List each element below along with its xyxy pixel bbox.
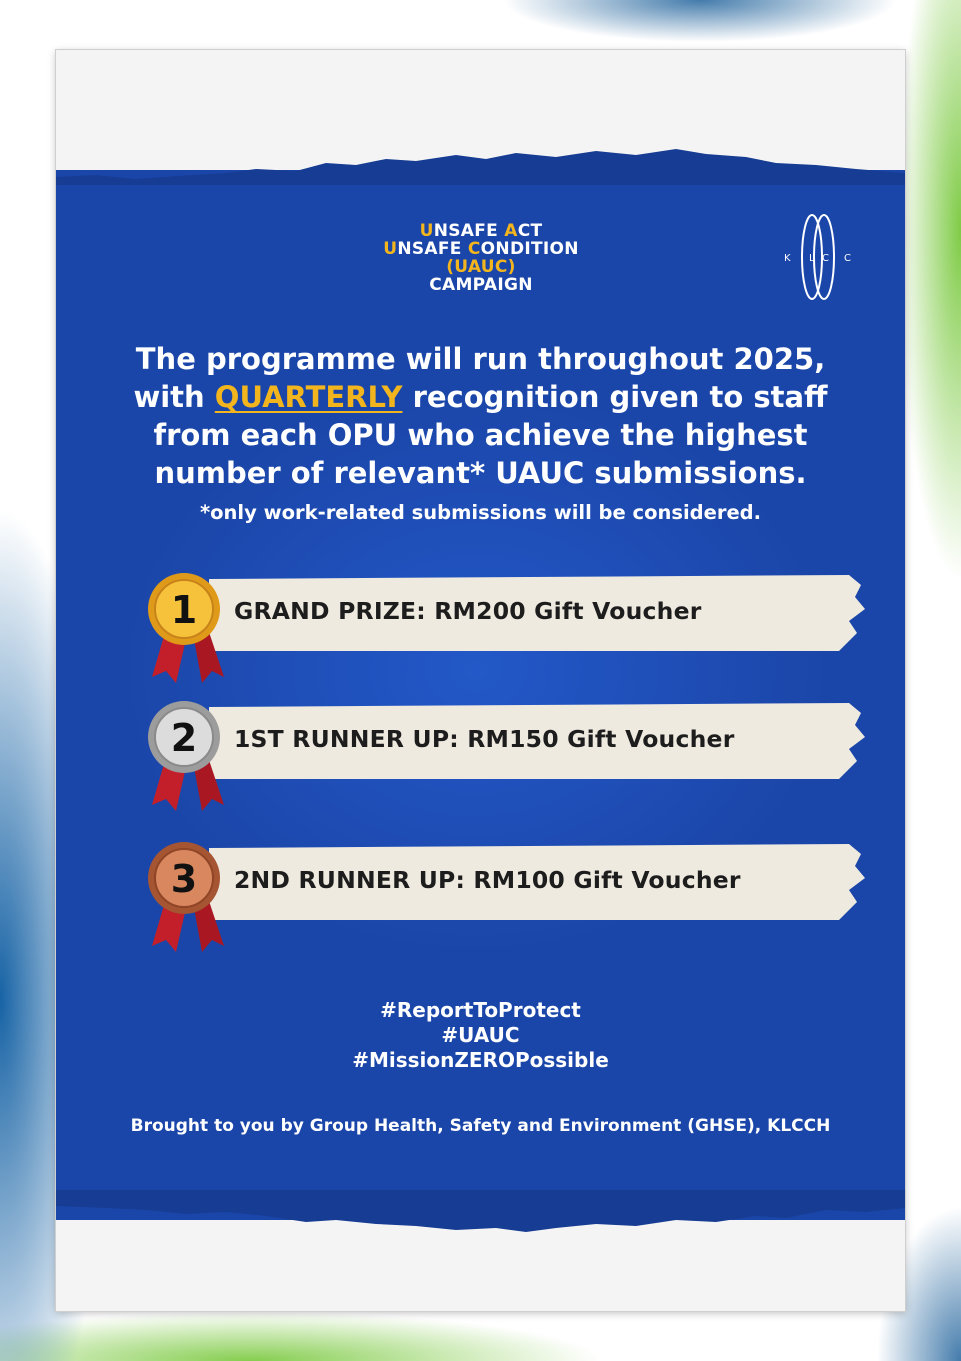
programme-message: [96, 340, 865, 492]
title-word-condition: ONDITION: [480, 239, 579, 259]
message-line-3: from each OPU who achieve the highest: [153, 418, 808, 452]
quarterly-highlight: QUARTERLY: [214, 380, 403, 414]
message-line-4: number of relevant* UAUC submissions.: [154, 456, 807, 490]
logo-letter-k: K: [784, 253, 791, 264]
prize-label-first-runner-up: 1ST RUNNER UP: RM150 Gift Voucher: [234, 725, 735, 753]
prize-grand: [144, 575, 804, 695]
medal-rank-2: 2: [170, 716, 198, 760]
torn-edge-bottom: [56, 1190, 905, 1240]
title-word-unsafe2: NSAFE: [397, 239, 468, 259]
title-word-unsafe: NSAFE: [433, 221, 505, 241]
credit-line: Brought to you by Group Health, Safety and Environment (GHSE), KLCCH: [130, 1116, 831, 1136]
poster: [56, 50, 905, 1311]
prize-second-runner-up: [144, 844, 804, 964]
title-word-act: CT: [517, 221, 543, 241]
campaign-title: [356, 222, 606, 294]
prize-label-grand: GRAND PRIZE: RM200 Gift Voucher: [234, 597, 702, 625]
torn-edge-top: [56, 145, 905, 185]
title-initial-a: A: [504, 221, 518, 241]
logo-letter-c2: C: [844, 253, 851, 264]
title-initial-c: C: [467, 239, 481, 259]
hashtags: [256, 998, 705, 1073]
title-initial-u: U: [419, 221, 434, 241]
message-line-1: The programme will run throughout 2025,: [135, 342, 826, 376]
eligibility-note: *only work-related submissions will be considered.: [199, 501, 762, 524]
hashtag-uauc: #UAUC: [441, 1023, 520, 1047]
bronze-medal-icon: [144, 838, 234, 958]
medal-rank-1: 1: [170, 588, 198, 632]
message-line-2-end: recognition given to staff: [402, 380, 828, 414]
prize-label-second-runner-up: 2ND RUNNER UP: RM100 Gift Voucher: [234, 866, 741, 894]
logo-letter-c1: C: [822, 253, 829, 264]
gold-medal-icon: [144, 569, 234, 689]
title-campaign: CAMPAIGN: [429, 275, 533, 295]
logo-letter-l: L: [809, 253, 815, 264]
title-acronym: (UAUC): [446, 257, 516, 277]
prize-first-runner-up: [144, 703, 804, 823]
title-initial-u2: U: [383, 239, 398, 259]
hashtag-report-to-protect: #ReportToProtect: [380, 998, 581, 1022]
silver-medal-icon: [144, 697, 234, 817]
message-line-2-start: with: [133, 380, 215, 414]
hashtag-mission-zero-possible: #MissionZEROPossible: [352, 1048, 609, 1072]
medal-rank-3: 3: [170, 857, 198, 901]
klcc-logo: [778, 212, 858, 302]
